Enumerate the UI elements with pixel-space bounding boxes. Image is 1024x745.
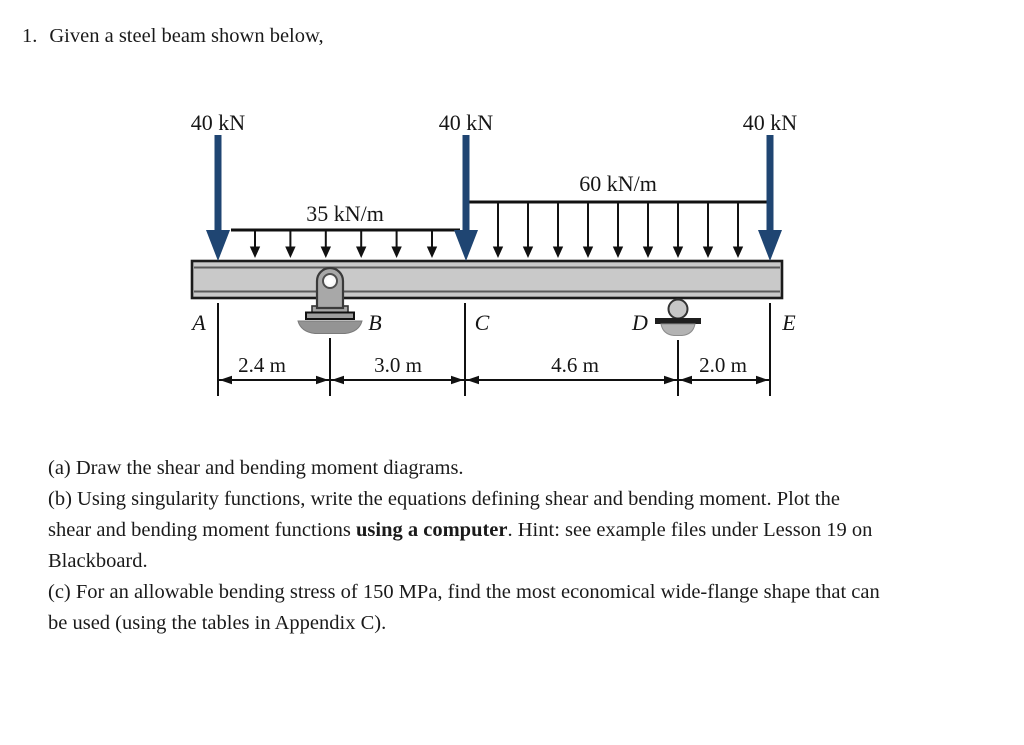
- question-c-line2: be used (using the tables in Appendix C).: [48, 612, 387, 634]
- problem-title-text: Given a steel beam shown below,: [49, 25, 324, 47]
- question-text: [48, 453, 880, 639]
- udl-35-label: 35 kN/m: [306, 201, 384, 226]
- roller-support-icon: [655, 300, 701, 336]
- question-c-line1: (c) For an allowable bending stress of 150 MPa, find the most economical wide-flange shape that can: [48, 581, 880, 603]
- dimension-line: [218, 376, 770, 384]
- point-load-label-A: 40 kN: [190, 110, 246, 135]
- question-b-line2-post: . Hint: see example files under Lesson 19 on: [507, 519, 873, 541]
- beam-figure: [0, 95, 1024, 415]
- dimension-label-bc: 3.0 m: [374, 353, 422, 377]
- question-b-line2: [48, 515, 880, 546]
- udl-60-label: 60 kN/m: [579, 171, 657, 196]
- dimension-label-ab: 2.4 m: [238, 353, 286, 377]
- point-load-arrow-C: [454, 135, 478, 261]
- beam: [192, 261, 782, 298]
- beam-diagram-svg: [0, 95, 1024, 415]
- udl-60-arrows: [493, 203, 743, 258]
- station-label-e: E: [782, 310, 796, 335]
- point-load-label-E: 40 kN: [742, 110, 798, 135]
- question-b-line1: (b) Using singularity functions, write the equations defining shear and bending moment. Plot the: [48, 488, 840, 510]
- station-label-b: B: [368, 310, 382, 335]
- question-b-line3: Blackboard.: [48, 550, 148, 572]
- station-label-c: C: [474, 310, 490, 335]
- point-load-arrow-E: [758, 135, 782, 261]
- station-label-d: D: [632, 310, 648, 335]
- udl-35-load: [231, 230, 460, 258]
- question-b-line2-pre: shear and bending moment functions: [48, 519, 357, 541]
- dimension-label-cd: 4.6 m: [551, 353, 599, 377]
- dimension-label-de: 2.0 m: [699, 353, 747, 377]
- station-label-a: A: [192, 310, 206, 335]
- udl-35-arrows: [250, 231, 437, 258]
- point-load-arrow-A: [206, 135, 230, 261]
- problem-number: 1.: [22, 25, 38, 47]
- question-a: (a) Draw the shear and bending moment diagrams.: [48, 457, 464, 479]
- question-b-line2-bold: using a computer: [356, 519, 508, 541]
- problem-title: [22, 25, 324, 48]
- point-load-label-C: 40 kN: [438, 110, 494, 135]
- udl-60-load: [466, 202, 770, 258]
